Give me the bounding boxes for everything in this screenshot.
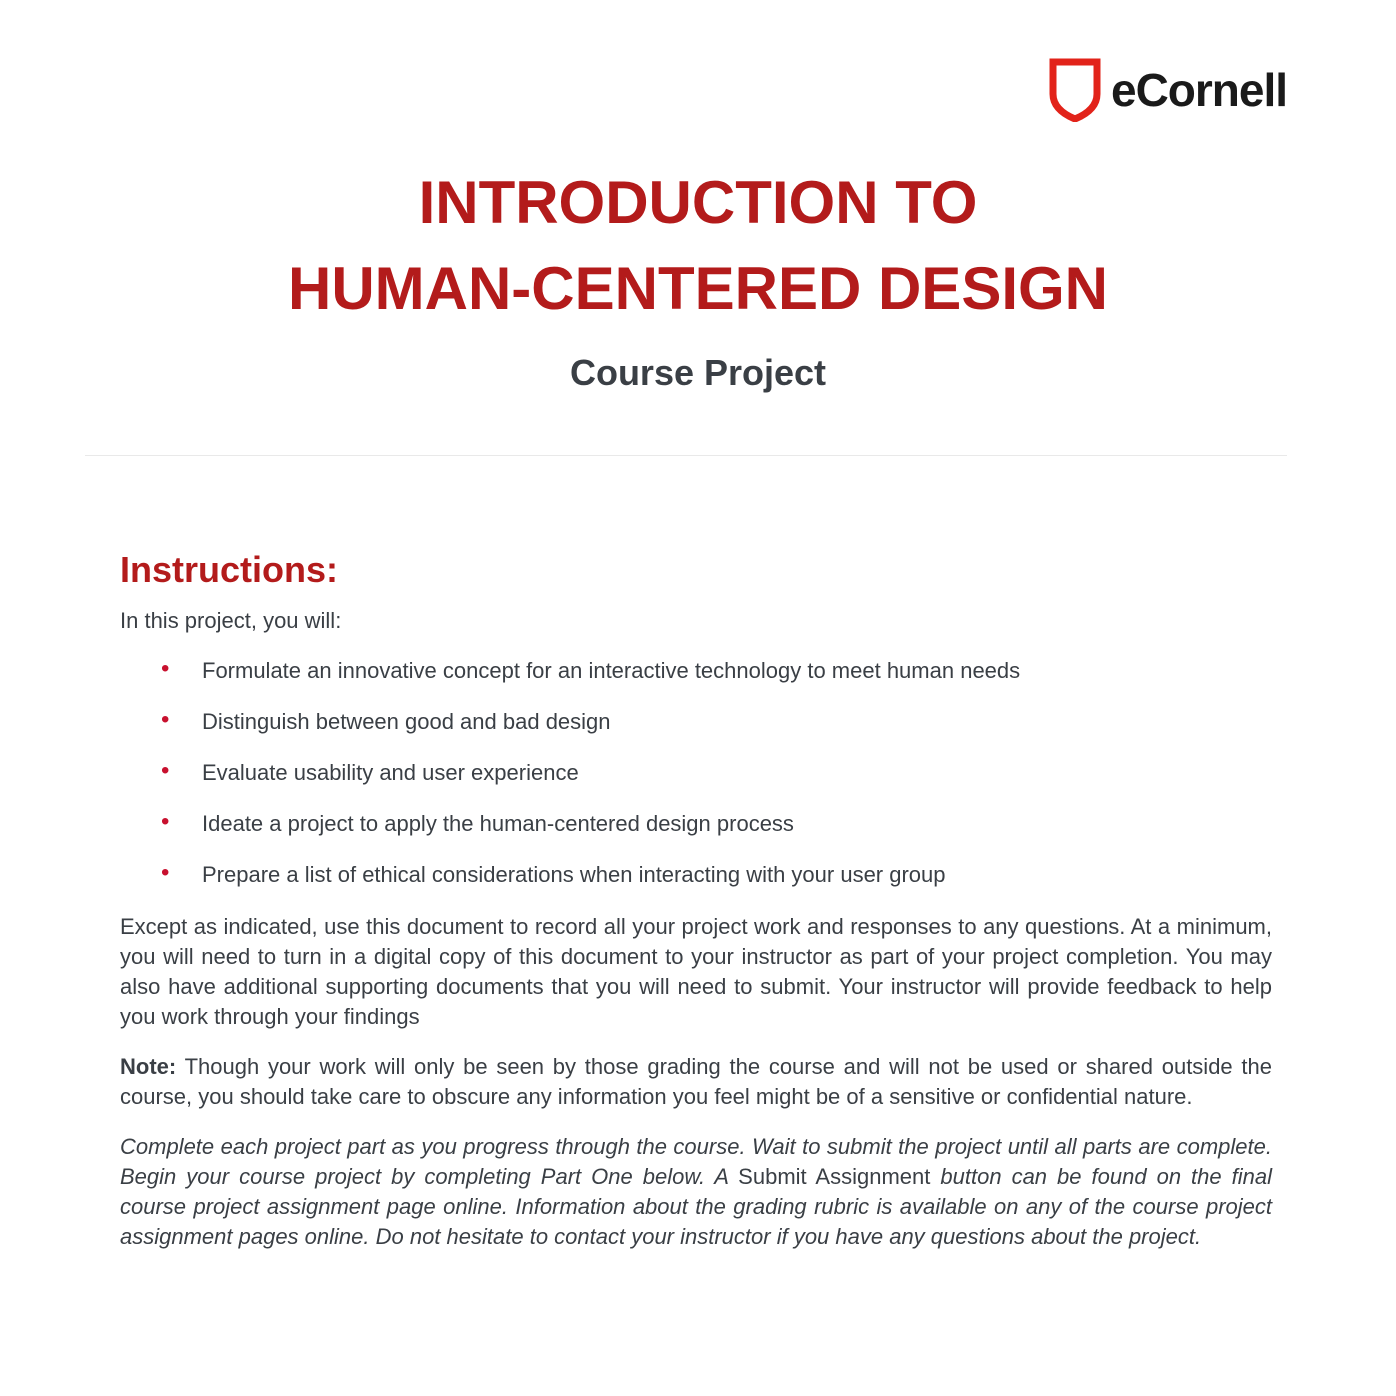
shield-icon [1049, 58, 1101, 122]
logo-text: eCornell [1111, 64, 1288, 116]
list-item-text: Distinguish between good and bad design [202, 709, 611, 734]
title-line-1: INTRODUCTION TO [418, 169, 978, 236]
list-item [120, 860, 1272, 890]
list-item [120, 758, 1272, 788]
instructions-lead: In this project, you will: [120, 608, 342, 633]
list-item [120, 809, 1272, 839]
bullet-icon: • [161, 859, 170, 886]
submission-text-2: button can be found on the final course project assignment page online. Information about the grading rubric is available on any of the course project assignment pages online. Do not hesitate to contact your instructor if you have any questions about the project. [120, 1164, 1273, 1249]
instructions-section [120, 548, 1272, 1272]
page-title [0, 160, 1396, 332]
list-item [120, 656, 1272, 686]
list-item-text: Formulate an innovative concept for an interactive technology to meet human needs [202, 658, 1021, 683]
bullet-icon: • [161, 757, 170, 784]
page-subtitle: Course Project [569, 352, 827, 393]
list-item [120, 707, 1272, 737]
note-paragraph [120, 1052, 1272, 1112]
bullet-icon: • [161, 655, 170, 682]
instructions-heading: Instructions: [120, 549, 339, 590]
instructions-paragraph: Except as indicated, use this document to record all your project work and responses to any questions. At a minimum, you will need to turn in a digital copy of this document to your instructor as part of your project completion. You may also have additional supporting documents that you will need to submit. Your instructor will provide feedback to help you work through your findings [120, 914, 1272, 1029]
submission-text-1: Complete each project part as you progress through the course. Wait to submit the project until all parts are complete. Begin your course project by completing Part One below. A [120, 1134, 1272, 1189]
list-item-text: Evaluate usability and user experience [202, 760, 579, 785]
list-item-text: Prepare a list of ethical considerations when interacting with your user group [202, 862, 946, 887]
objectives-list [120, 656, 1272, 890]
submit-assignment-reference: Submit Assignment [738, 1164, 931, 1189]
note-text: Though your work will only be seen by those grading the course and will not be used or shared outside the course, you should take care to obscure any information you feel might be of a sensitive or confidential nature. [120, 1054, 1272, 1109]
divider [85, 455, 1287, 456]
title-line-2: HUMAN-CENTERED DESIGN [287, 255, 1109, 322]
bullet-icon: • [161, 808, 170, 835]
list-item-text: Ideate a project to apply the human-centered design process [202, 811, 794, 836]
note-label: Note: [120, 1054, 177, 1079]
submission-paragraph [120, 1132, 1272, 1252]
bullet-icon: • [161, 706, 170, 733]
ecornell-logo [1049, 58, 1287, 122]
